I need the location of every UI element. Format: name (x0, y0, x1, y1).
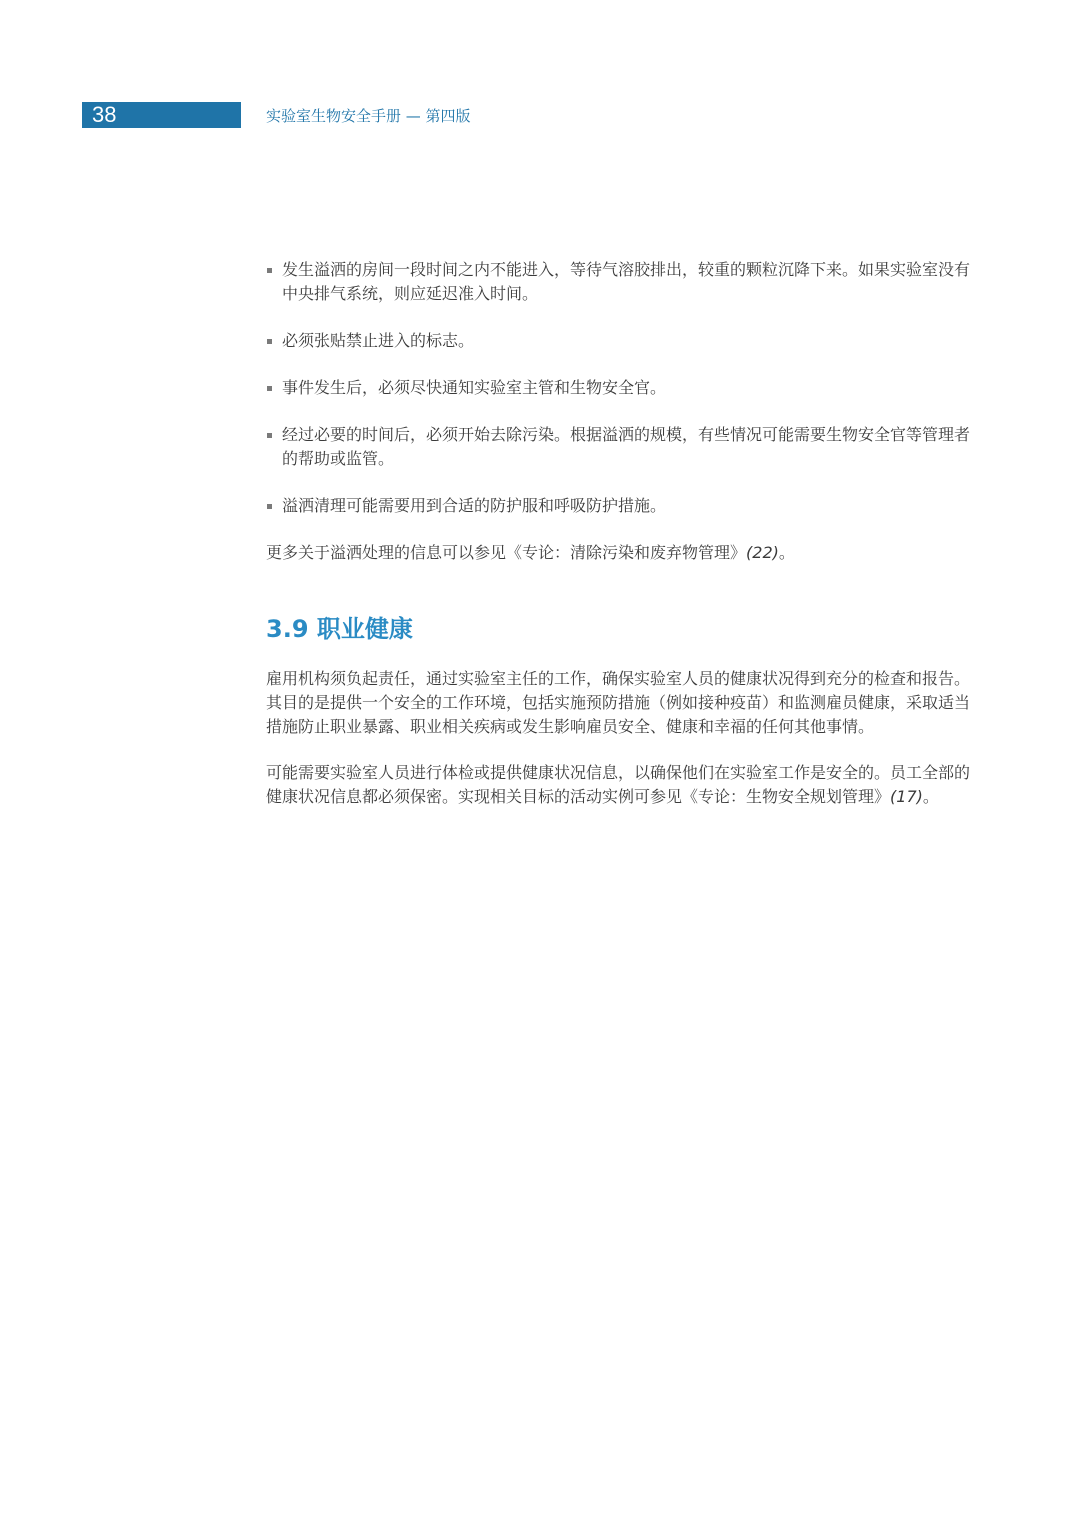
sentence-end: 。 (778, 543, 795, 562)
square-bullet-icon (267, 386, 272, 391)
list-item-text: 发生溢洒的房间一段时间之内不能进入，等待气溶胶排出，较重的颗粒沉降下来。如果实验室没有中央排气系统，则应延迟准入时间。 (282, 260, 971, 303)
citation-ref: (17) (890, 787, 923, 806)
list-item-text: 溢洒清理可能需要用到合适的防护服和呼吸防护措施。 (282, 496, 667, 515)
more-info-text: 更多关于溢洒处理的信息可以参见《专论：清除污染和废弃物管理》 (266, 543, 747, 562)
section-paragraph-2-text: 可能需要实验室人员进行体检或提供健康状况信息，以确保他们在实验室工作是安全的。员工全部的健康状况信息都必须保密。实现相关目标的活动实例可参见《专论：生物安全规划管理》 (266, 763, 971, 806)
list-item (266, 423, 980, 471)
square-bullet-icon (267, 504, 272, 509)
list-item (266, 258, 980, 306)
page-content (266, 258, 980, 831)
more-info-paragraph (266, 541, 980, 565)
square-bullet-icon (267, 268, 272, 273)
spill-procedure-list (266, 258, 980, 518)
square-bullet-icon (267, 433, 272, 438)
citation-ref: (22) (746, 543, 779, 562)
section-paragraph-2 (266, 761, 980, 809)
sentence-end: 。 (922, 787, 939, 806)
list-item-text: 事件发生后，必须尽快通知实验室主管和生物安全官。 (282, 378, 667, 397)
list-item-text: 必须张贴禁止进入的标志。 (282, 331, 475, 350)
section-heading: 3.9 职业健康 (266, 615, 413, 643)
list-item (266, 329, 980, 353)
square-bullet-icon (267, 339, 272, 344)
list-item (266, 494, 980, 518)
section-paragraph-1: 雇用机构须负起责任，通过实验室主任的工作，确保实验室人员的健康状况得到充分的检查和报告。其目的是提供一个安全的工作环境，包括实施预防措施（例如接种疫苗）和监测雇员健康，采取适当措施防止职业暴露、职业相关疾病或发生影响雇员安全、健康和幸福的任何其他事情。 (266, 669, 971, 736)
page-number: 38 (82, 102, 241, 128)
list-item (266, 376, 980, 400)
list-item-text: 经过必要的时间后，必须开始去除污染。根据溢洒的规模，有些情况可能需要生物安全官等管理者的帮助或监管。 (282, 425, 971, 468)
running-header-title: 实验室生物安全手册 — 第四版 (266, 107, 471, 125)
